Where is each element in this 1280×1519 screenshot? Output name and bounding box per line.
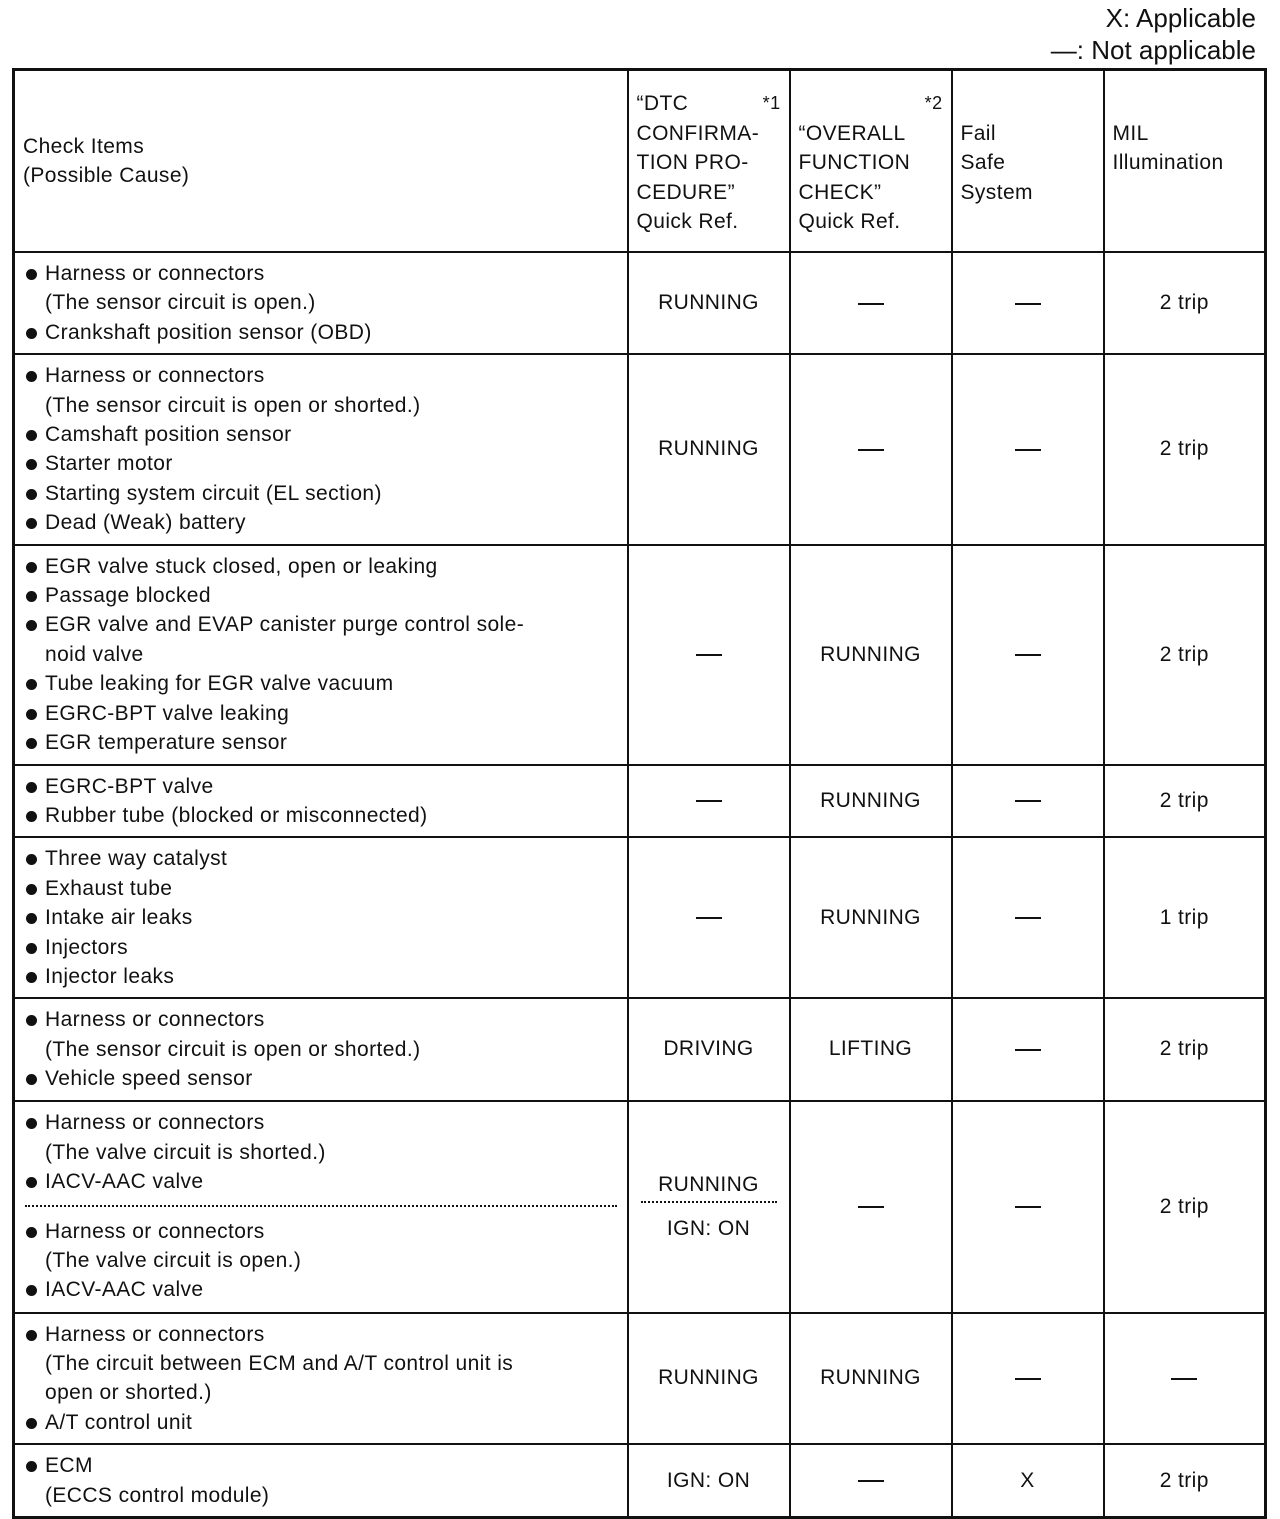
- cause-label: IACV-AAC valve: [45, 1278, 204, 1302]
- failsafe-cell: [952, 837, 1104, 998]
- mil-cell-value: 2 trip: [1159, 291, 1209, 315]
- dotted-separator: [641, 1201, 777, 1203]
- list-item: [23, 903, 619, 932]
- dtc-cell: [628, 998, 790, 1100]
- cause-label: IACV-AAC valve: [45, 1170, 204, 1194]
- overall-cell: [790, 252, 952, 354]
- mil-cell-value: 2 trip: [1159, 642, 1209, 666]
- cause-detail: (The sensor circuit is open or shorted.): [45, 1037, 421, 1061]
- legend-applicable: X: Applicable: [1105, 3, 1256, 33]
- table-row: [14, 252, 1266, 354]
- cause-detail: (The sensor circuit is open.): [45, 291, 316, 315]
- cause-label: Passage blocked: [45, 584, 211, 608]
- failsafe-cell: [952, 1444, 1104, 1517]
- bullet-icon: [26, 1118, 37, 1129]
- failsafe-cell: [952, 1313, 1104, 1445]
- list-item: [23, 728, 619, 757]
- cause-label: Tube leaking for EGR valve vacuum: [45, 672, 394, 696]
- list-item: [23, 669, 619, 698]
- overall-cell: [790, 1313, 952, 1445]
- bullet-icon: [26, 1418, 37, 1429]
- cause-label: EGR valve and EVAP canister purge control sole-: [45, 613, 525, 637]
- failsafe-cell: [952, 998, 1104, 1100]
- not-applicable-dash: [1015, 449, 1041, 451]
- failsafe-cell: [952, 252, 1104, 354]
- not-applicable-dash: [1171, 1378, 1197, 1380]
- bullet-icon: [26, 1177, 37, 1188]
- bullet-icon: [26, 679, 37, 690]
- cause-label: EGR valve stuck closed, open or leaking: [45, 554, 438, 578]
- list-item: [23, 318, 619, 347]
- mil-cell: [1104, 1101, 1266, 1313]
- footnote-2-marker: *2: [924, 93, 943, 113]
- bullet-icon: [26, 972, 37, 983]
- list-item: [23, 581, 619, 610]
- list-item: [23, 259, 619, 318]
- footnote-1-marker: *1: [762, 93, 781, 113]
- not-applicable-dash: [1015, 1049, 1041, 1051]
- diagnosis-table: [12, 68, 1267, 1519]
- not-applicable-dash: [1015, 1378, 1041, 1380]
- cause-detail: (ECCS control module): [45, 1483, 270, 1507]
- bullet-icon: [26, 738, 37, 749]
- header-failsafe: Fail Safe System: [952, 70, 1104, 253]
- bullet-icon: [26, 1015, 37, 1026]
- cause-label: Starting system circuit (EL section): [45, 481, 382, 505]
- bullet-icon: [26, 430, 37, 441]
- mil-cell: [1104, 354, 1266, 544]
- header-dtc: *1 “DTC CONFIRMA- TION PRO- CEDURE” Quick Ref.: [628, 70, 790, 253]
- bullet-icon: [26, 782, 37, 793]
- list-item: [23, 1064, 619, 1093]
- overall-cell: [790, 998, 952, 1100]
- legend-not-applicable: —: Not applicable: [1050, 35, 1256, 65]
- table-row: [14, 998, 1266, 1100]
- mil-cell-value: 2 trip: [1159, 437, 1209, 461]
- list-item: [23, 420, 619, 449]
- mil-cell-value: 2 trip: [1159, 1037, 1209, 1061]
- failsafe-cell: [952, 545, 1104, 765]
- bullet-icon: [26, 459, 37, 470]
- cause-label: Crankshaft position sensor (OBD): [45, 320, 372, 344]
- list-item: [23, 1167, 619, 1196]
- not-applicable-dash: [1015, 1206, 1041, 1208]
- not-applicable-dash: [696, 800, 722, 802]
- cause-detail: open or shorted.): [45, 1381, 212, 1405]
- check-items-cell: [14, 765, 628, 838]
- header-overall: *2 “OVERALL FUNCTION CHECK” Quick Ref.: [790, 70, 952, 253]
- check-items-cell: [14, 1101, 628, 1313]
- cause-label: Three way catalyst: [45, 847, 228, 871]
- not-applicable-dash: [1015, 917, 1041, 919]
- list-item: [23, 1408, 619, 1437]
- cause-label: Exhaust tube: [45, 876, 173, 900]
- bullet-icon: [26, 1285, 37, 1296]
- cause-label: EGRC-BPT valve leaking: [45, 701, 290, 725]
- cause-label: Harness or connectors: [45, 1008, 265, 1032]
- list-item: [23, 449, 619, 478]
- table-row: [14, 1313, 1266, 1445]
- cause-label: Harness or connectors: [45, 1322, 265, 1346]
- check-items-cell: [14, 837, 628, 998]
- mil-cell-value: 2 trip: [1159, 1194, 1209, 1218]
- not-applicable-dash: [858, 303, 884, 305]
- check-items-cell: [14, 354, 628, 544]
- cause-label: Harness or connectors: [45, 1111, 265, 1135]
- overall-cell-value: LIFTING: [828, 1037, 913, 1061]
- legend: [1051, 2, 1256, 66]
- bullet-icon: [26, 913, 37, 924]
- list-item: [23, 552, 619, 581]
- overall-cell-value: RUNNING: [820, 642, 921, 666]
- bullet-icon: [26, 620, 37, 631]
- bullet-icon: [26, 591, 37, 602]
- dtc-cell: [628, 545, 790, 765]
- list-item: [23, 1320, 619, 1408]
- cause-label: Camshaft position sensor: [45, 423, 292, 447]
- not-applicable-dash: [858, 449, 884, 451]
- failsafe-cell: [952, 354, 1104, 544]
- not-applicable-dash: [696, 654, 722, 656]
- table-row: [14, 545, 1266, 765]
- table-row: [14, 1101, 1266, 1313]
- table-row: [14, 1444, 1266, 1517]
- dtc-cell: [628, 1444, 790, 1517]
- bullet-icon: [26, 1227, 37, 1238]
- list-item: [23, 1451, 619, 1510]
- dtc-cell: [628, 765, 790, 838]
- mil-cell-value: 2 trip: [1159, 1468, 1209, 1492]
- dtc-cell-value: RUNNING: [658, 1172, 759, 1196]
- mil-cell: [1104, 252, 1266, 354]
- not-applicable-dash: [1015, 654, 1041, 656]
- mil-cell: [1104, 837, 1266, 998]
- bullet-icon: [26, 328, 37, 339]
- cause-detail: noid valve: [45, 642, 144, 666]
- list-item: [23, 479, 619, 508]
- cause-label: Harness or connectors: [45, 262, 265, 285]
- dtc-cell: [628, 837, 790, 998]
- bullet-icon: [26, 1074, 37, 1085]
- overall-cell: [790, 837, 952, 998]
- cause-label: ECM: [45, 1454, 93, 1478]
- list-item: [23, 933, 619, 962]
- mil-cell-value: 2 trip: [1159, 788, 1209, 812]
- bullet-icon: [26, 884, 37, 895]
- list-item: [23, 361, 619, 420]
- check-items-cell: [14, 1313, 628, 1445]
- overall-cell-value: RUNNING: [820, 1366, 921, 1390]
- list-item: [23, 610, 619, 669]
- not-applicable-dash: [858, 1206, 884, 1208]
- cause-detail: (The circuit between ECM and A/T control unit is: [45, 1351, 514, 1375]
- overall-cell-value: RUNNING: [820, 788, 921, 812]
- header-row: [14, 70, 1266, 253]
- bullet-icon: [26, 943, 37, 954]
- bullet-icon: [26, 709, 37, 720]
- dtc-cell: [628, 252, 790, 354]
- cause-detail: (The valve circuit is shorted.): [45, 1140, 326, 1164]
- cause-label: A/T control unit: [45, 1410, 193, 1434]
- cause-label: Injectors: [45, 935, 128, 959]
- bullet-icon: [26, 811, 37, 822]
- overall-cell: [790, 1101, 952, 1313]
- bullet-icon: [26, 562, 37, 573]
- bullet-icon: [26, 1330, 37, 1341]
- failsafe-cell-value: X: [1020, 1468, 1035, 1492]
- list-item: [23, 1275, 619, 1304]
- dtc-cell-value: RUNNING: [658, 1366, 759, 1390]
- list-item: [23, 844, 619, 873]
- bullet-icon: [26, 1461, 37, 1472]
- mil-cell: [1104, 1444, 1266, 1517]
- list-item: [23, 699, 619, 728]
- cause-label: Starter motor: [45, 452, 173, 476]
- dtc-cell-value: DRIVING: [663, 1037, 754, 1061]
- cause-label: Harness or connectors: [45, 364, 265, 388]
- mil-cell: [1104, 765, 1266, 838]
- cause-label: Intake air leaks: [45, 906, 193, 930]
- dtc-cell: [628, 1313, 790, 1445]
- overall-cell: [790, 1444, 952, 1517]
- table-row: [14, 765, 1266, 838]
- mil-cell: [1104, 998, 1266, 1100]
- list-item: [23, 801, 619, 830]
- not-applicable-dash: [1015, 303, 1041, 305]
- check-items-cell: [14, 998, 628, 1100]
- check-items-cell: [14, 545, 628, 765]
- bullet-icon: [26, 489, 37, 500]
- cause-label: Harness or connectors: [45, 1219, 265, 1243]
- overall-cell: [790, 354, 952, 544]
- check-items-cell: [14, 1444, 628, 1517]
- failsafe-cell: [952, 1101, 1104, 1313]
- bullet-icon: [26, 371, 37, 382]
- list-item: [23, 874, 619, 903]
- mil-cell: [1104, 1313, 1266, 1445]
- cause-label: Vehicle speed sensor: [45, 1067, 253, 1091]
- list-item: [23, 1108, 619, 1167]
- dtc-cell-value: RUNNING: [658, 437, 759, 461]
- list-item: [23, 1217, 619, 1276]
- overall-cell: [790, 765, 952, 838]
- dtc-cell: [628, 354, 790, 544]
- cause-detail: (The valve circuit is open.): [45, 1248, 302, 1272]
- dotted-separator: [25, 1205, 617, 1207]
- cause-label: Injector leaks: [45, 964, 175, 988]
- mil-cell: [1104, 545, 1266, 765]
- cause-detail: (The sensor circuit is open or shorted.): [45, 393, 421, 417]
- list-item: [23, 772, 619, 801]
- dtc-cell-value: IGN: ON: [666, 1468, 751, 1492]
- cause-label: EGRC-BPT valve: [45, 774, 214, 798]
- not-applicable-dash: [696, 917, 722, 919]
- dtc-cell-value: RUNNING: [658, 291, 759, 315]
- cause-label: Rubber tube (blocked or misconnected): [45, 803, 428, 827]
- cause-label: EGR temperature sensor: [45, 731, 288, 755]
- header-check-items: Check Items (Possible Cause): [14, 70, 628, 253]
- header-mil: MIL Illumination: [1104, 70, 1266, 253]
- cause-label: Dead (Weak) battery: [45, 511, 246, 535]
- table-row: [14, 837, 1266, 998]
- bullet-icon: [26, 518, 37, 529]
- mil-cell-value: 1 trip: [1159, 905, 1209, 929]
- bullet-icon: [26, 269, 37, 280]
- failsafe-cell: [952, 765, 1104, 838]
- dtc-cell-value: IGN: ON: [666, 1216, 751, 1240]
- table-row: [14, 354, 1266, 544]
- overall-cell: [790, 545, 952, 765]
- list-item: [23, 1005, 619, 1064]
- dtc-cell: [628, 1101, 790, 1313]
- check-items-cell: [14, 252, 628, 354]
- not-applicable-dash: [858, 1480, 884, 1482]
- list-item: [23, 962, 619, 991]
- overall-cell-value: RUNNING: [820, 905, 921, 929]
- list-item: [23, 508, 619, 537]
- not-applicable-dash: [1015, 800, 1041, 802]
- bullet-icon: [26, 854, 37, 865]
